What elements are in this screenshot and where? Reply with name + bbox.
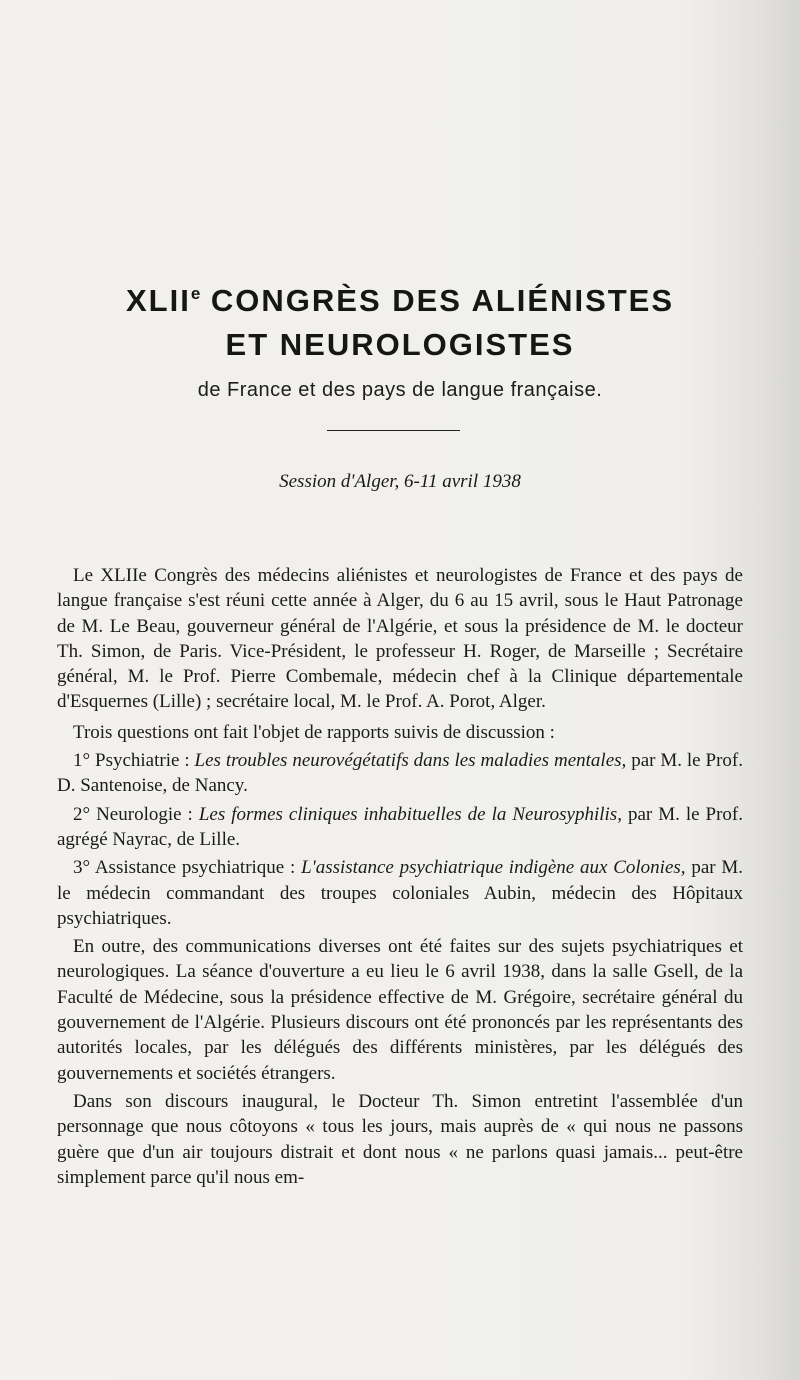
paragraph-communications: En outre, des communications diverses ont été faites sur des sujets psychiatriques et neurologiques. La séance d'ouverture a eu lieu le 6 avril 1938, dans la salle Gsell, de la Faculté de Médecine, sous la présidence effective de M. Grégoire, secrétaire général du gouvernement de l'Algérie. Plusieurs discours ont été prononcés par les représentants des autorités locales, par les délégués des différents ministères, par les délégués des gouvernements et sociétés étrangers. [57,936,743,1084]
congress-title-line-1 [0,283,800,319]
paragraph-intro: Le XLIIe Congrès des médecins aliénistes et neurologistes de France et des pays de langue française s'est réuni cette année à Alger, du 6 au 15 avril, sous le Haut Patronage de M. Le Beau, gouverneur général de l'Algérie, et sous la présidence de M. le docteur Th. Simon, de Paris. Vice-Président, le professeur H. Roger, de Marseille ; Secrétaire général, M. le Prof. Pierre Combemale, médecin chef à la Clinique départementale d'Esquernes (Lille) ; secrétaire local, M. le Prof. A. Porot, Alger. [57,565,743,713]
item-author: par M. le médecin commandant des troupes coloniales Aubin, médecin des Hôpitaux psychiatriques. [57,857,743,929]
item-author: par M. le Prof. D. Santenoise, de Nancy. [57,750,743,797]
list-item-neurologie [57,802,743,853]
item-author: par M. le Prof. agrégé Nayrac, de Lille. [57,803,743,850]
item-title: Les troubles neurovégétatifs dans les maladies mentales, [194,750,627,772]
paragraph-questions: Trois questions ont fait l'objet de rapports suivis de discussion : [73,721,555,743]
list-item-psychiatrie [57,748,743,799]
item-lead: 3° Assistance psychiatrique : [73,857,302,879]
item-lead: 1° Psychiatrie : [73,750,195,772]
item-title: Les formes cliniques inhabituelles de la Neurosyphilis, [198,803,622,825]
item-lead: 2° Neurologie : [73,803,199,825]
congress-subtitle: de France et des pays de langue française. [197,379,603,401]
separator-rule [327,430,460,431]
title-numeral: XLII [125,283,191,318]
list-item-assistance [57,855,743,931]
paragraph-inaugural-speech: Dans son discours inaugural, le Docteur Th. Simon entretint l'assemblée d'un personnage que nous côtoyons « tous les jours, mais auprès de « qui nous ne passons guère que d'un air toujours distrait et dont nous « ne parlons quasi jamais... peut-être simplement parce qu'il nous em- [57,1090,743,1188]
title-line-1-text: CONGRÈS DES ALIÉNISTES [200,283,675,318]
item-title: L'assistance psychiatrique indigène aux Colonies, [301,857,686,879]
article-body [57,563,743,1193]
title-ordinal-suffix: e [190,284,201,303]
session-line: Session d'Alger, 6-11 avril 1938 [279,471,521,492]
congress-title-line-2: ET NEUROLOGISTES [225,327,575,362]
